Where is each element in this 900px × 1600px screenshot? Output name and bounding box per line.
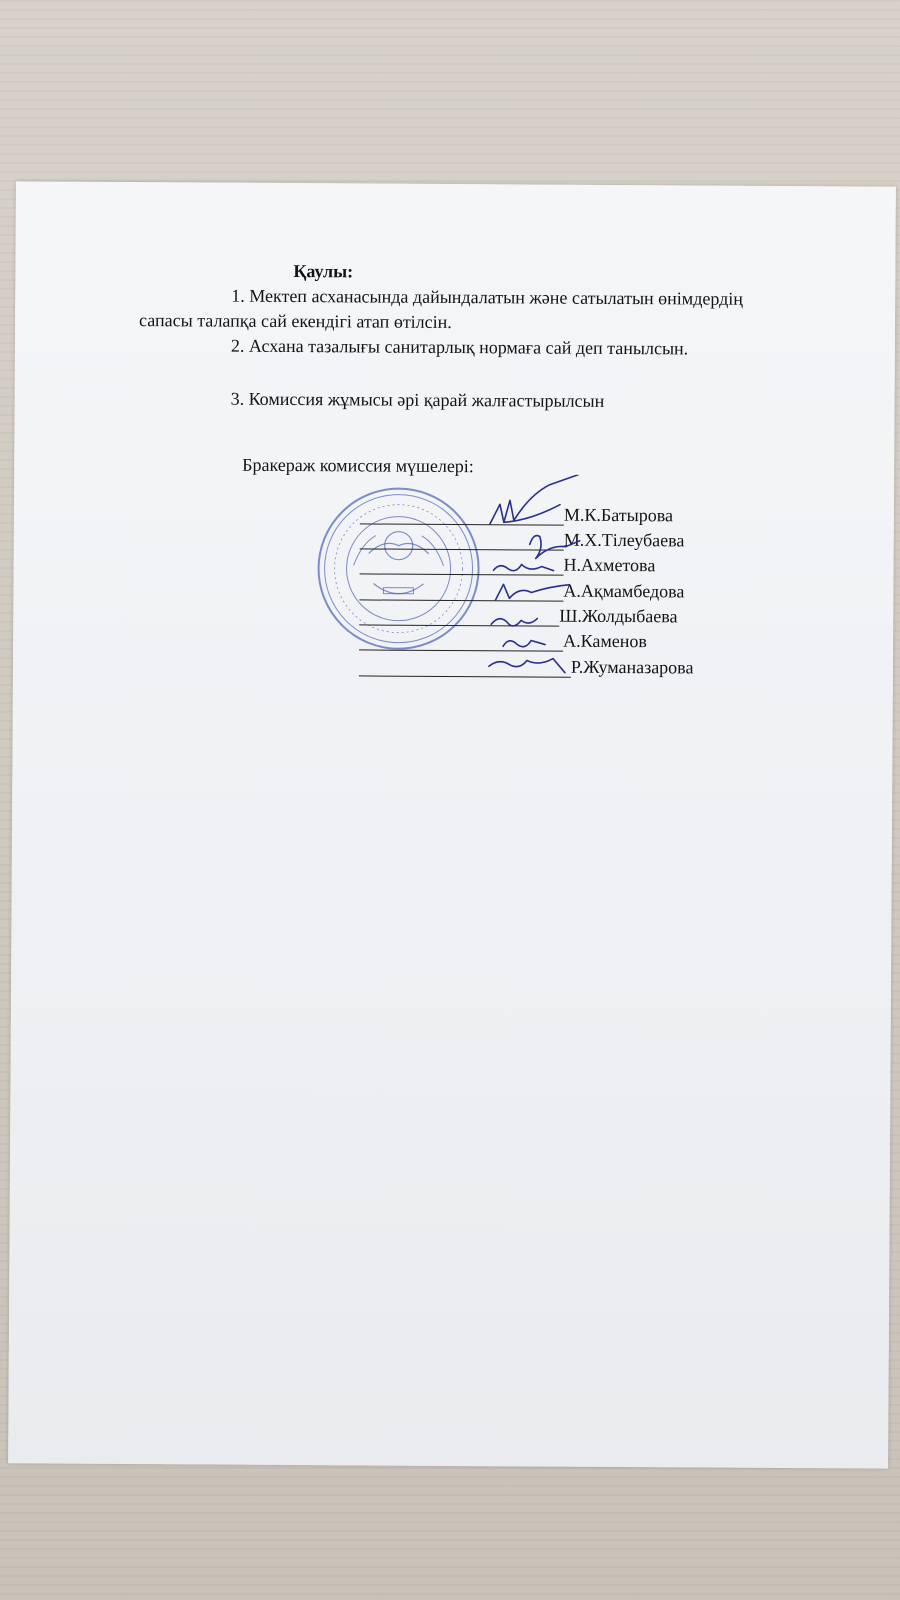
document-page	[8, 181, 896, 1468]
member-name: Р.Жуманазарова	[570, 656, 694, 678]
member-name: М.К.Батырова	[563, 504, 674, 526]
member-name: А.Каменов	[563, 630, 647, 652]
resolution-heading: Қаулы:	[293, 261, 354, 282]
resolution-item-1: 1. Мектеп асханасында дайындалатын және сатылатын өнімдердің	[231, 285, 743, 309]
resolution-item-1-cont: сапасы талапқа сай екендігі атап өтілсін.	[139, 310, 452, 332]
member-name: Ш.Жолдыбаева	[559, 605, 678, 627]
commission-title: Бракераж комиссия мүшелері:	[242, 454, 474, 477]
member-name: А.Ақмамбедова	[563, 580, 685, 602]
resolution-item-3: 3. Комиссия жұмысы әрі қарай жалғастырылсын	[230, 388, 605, 411]
resolution-item-2: 2. Асхана тазалығы санитарлық нормаға сай деп танылсын.	[230, 335, 689, 359]
member-name: М.Х.Тілеубаева	[563, 529, 685, 551]
member-name: Н.Ахметова	[563, 554, 656, 576]
handwritten-signatures	[469, 474, 630, 675]
